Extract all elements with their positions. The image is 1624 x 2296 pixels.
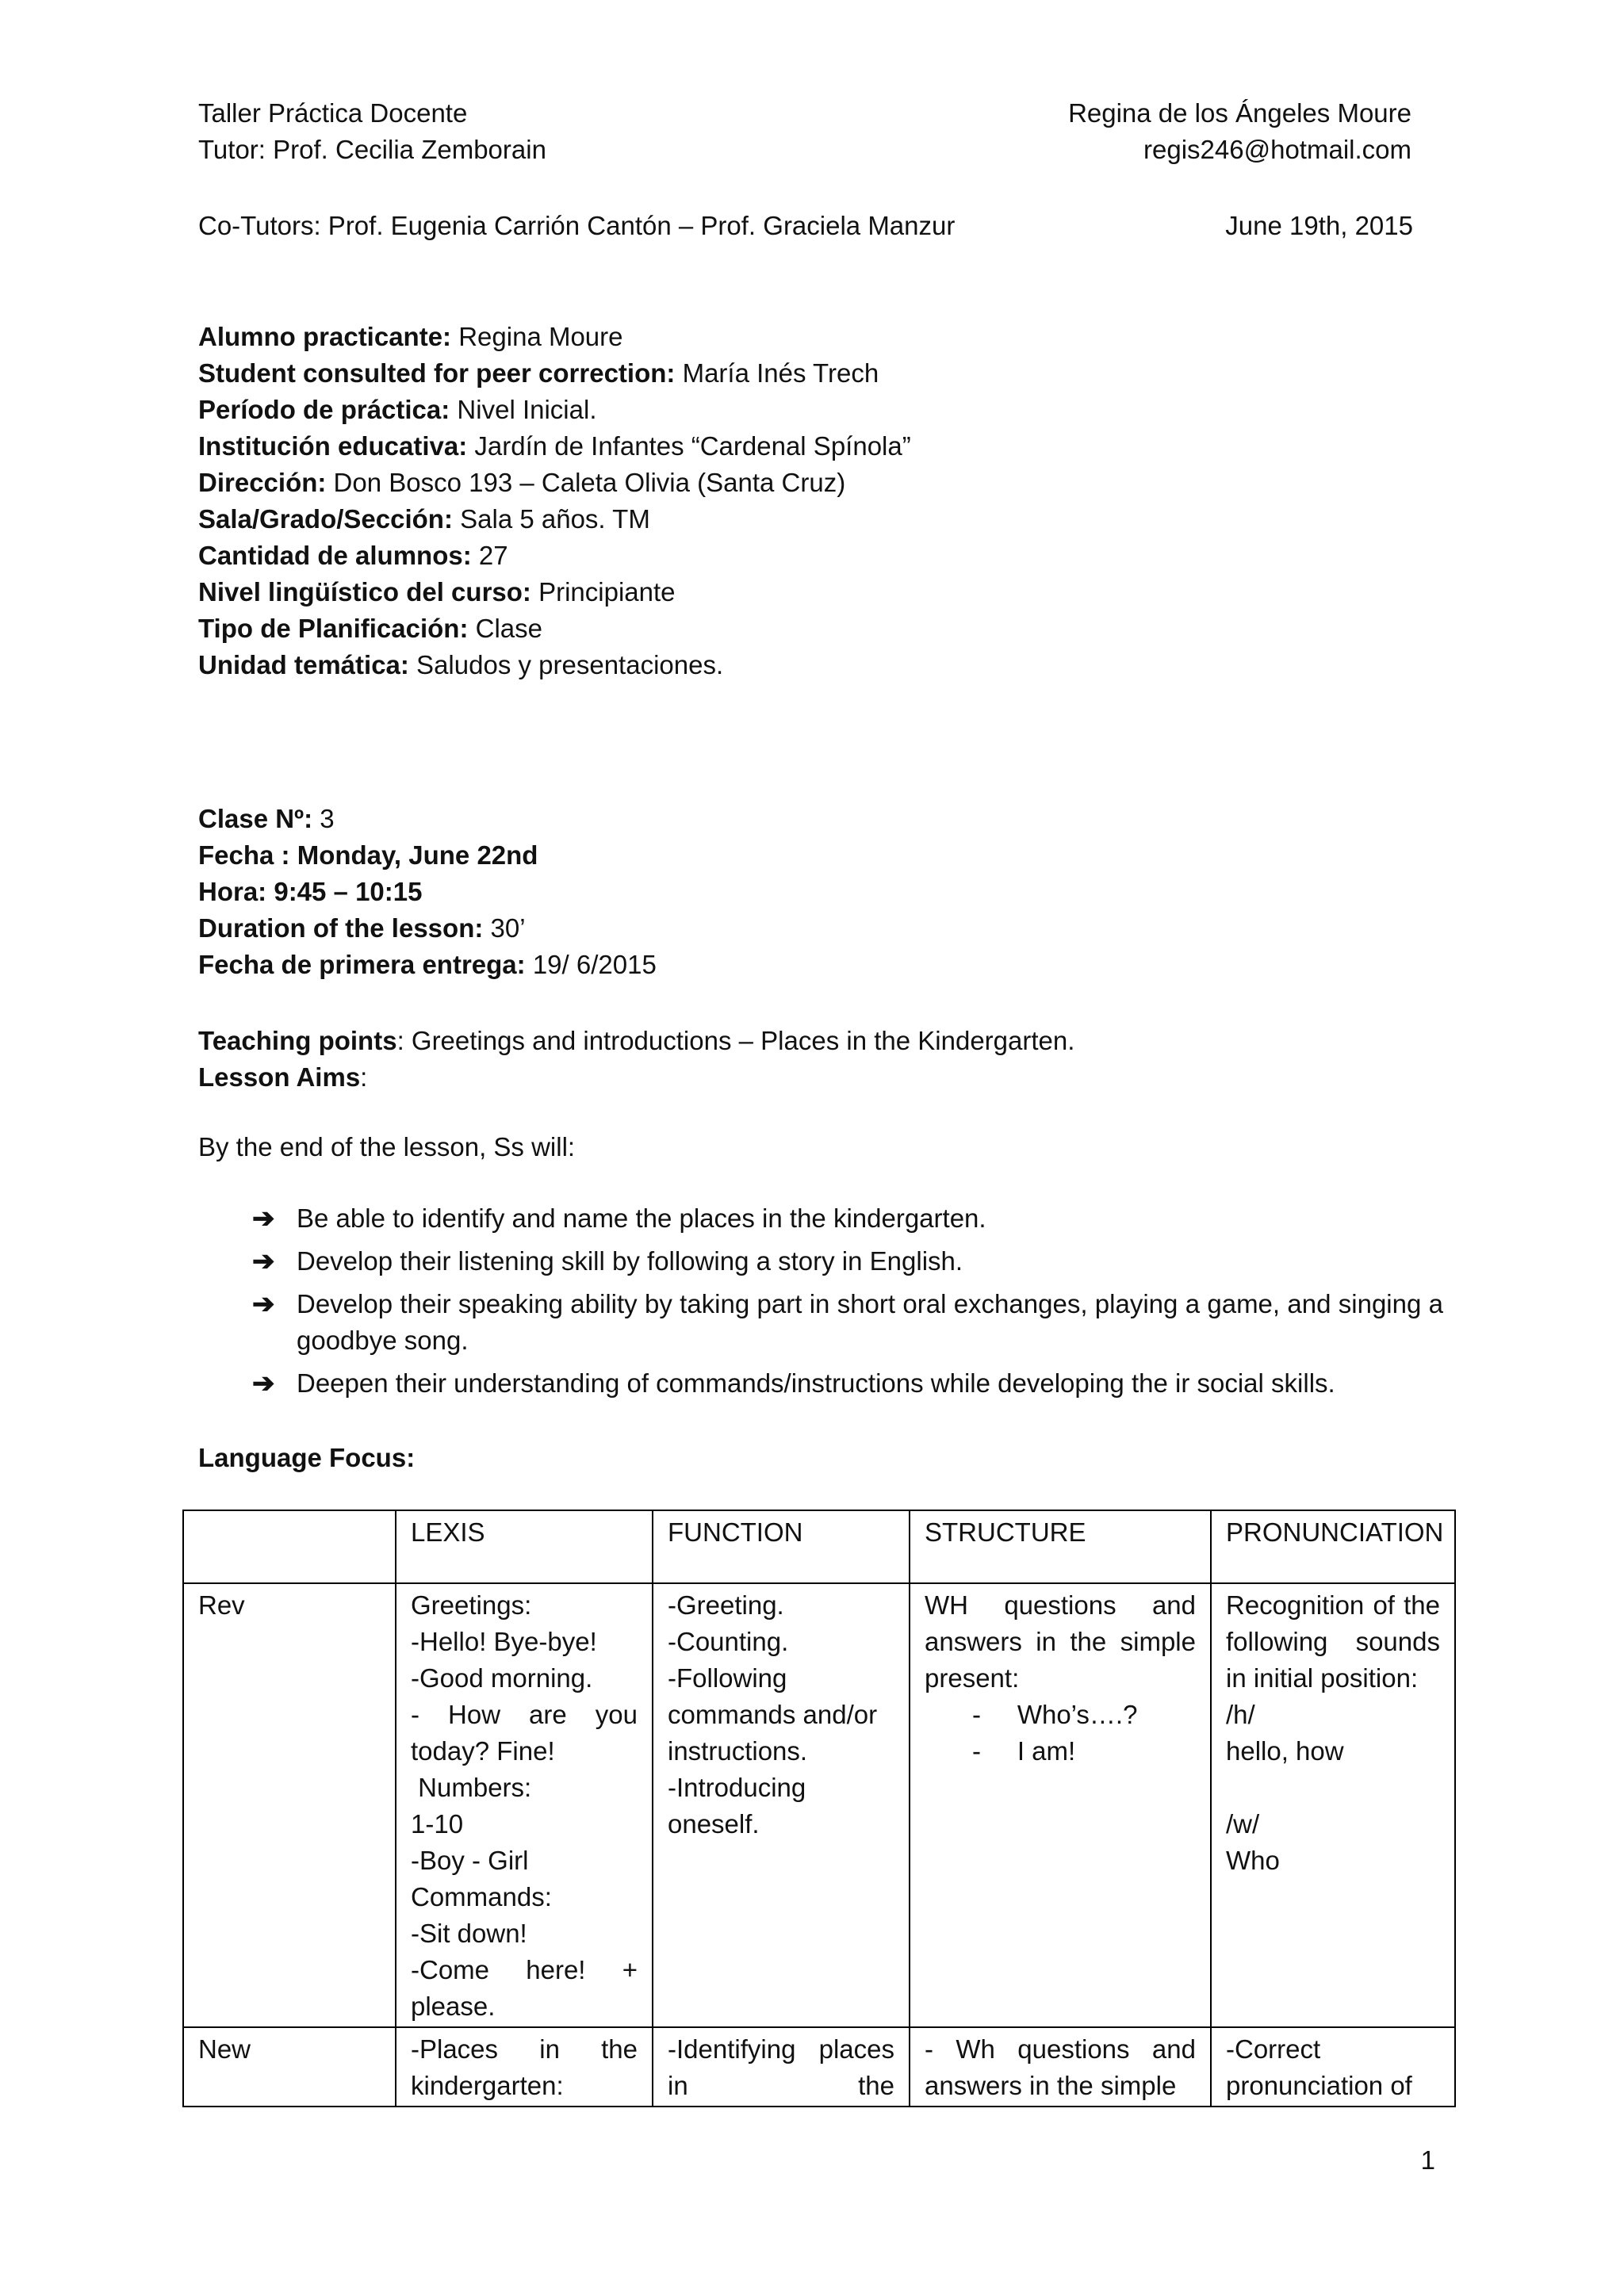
- arrow-right-icon: ➔: [252, 1203, 275, 1234]
- author-email: regis246@hotmail.com: [1143, 135, 1411, 164]
- header-right: [872, 95, 1411, 168]
- pronunciation-cell: Recognition of the following sounds in initial position: /h/ hello, how /w/ Who: [1211, 1583, 1455, 2027]
- aim-item: ➔ Be able to identify and name the places in the kindergarten.: [252, 1200, 1443, 1237]
- row-label: Rev: [183, 1583, 396, 2027]
- language-focus-heading: Language Focus:: [198, 1443, 416, 1472]
- info-row: Unidad temática: Saludos y presentaciones.: [198, 650, 724, 679]
- page-number: 1: [1420, 2145, 1435, 2175]
- table-row: [183, 1583, 1455, 2027]
- class-info-block: [198, 801, 657, 983]
- header-cell: STRUCTURE: [910, 1510, 1211, 1583]
- aims-intro: By the end of the lesson, Ss will:: [198, 1132, 576, 1161]
- pronunciation-cell: -Correct pronunciation of: [1211, 2027, 1455, 2107]
- class-info-row: Hora: 9:45 – 10:15: [198, 877, 423, 906]
- info-row: Institución educativa: Jardín de Infantes “Cardenal Spínola”: [198, 431, 911, 461]
- tutor-line: Tutor: Prof. Cecilia Zemborain: [198, 135, 546, 164]
- course-title: Taller Práctica Docente: [198, 98, 468, 128]
- function-cell: -Greeting. -Counting. -Following commands and/or instructions. -Introducing oneself.: [653, 1583, 910, 2027]
- class-info-row: Clase Nº: 3: [198, 804, 335, 833]
- info-row: Cantidad de alumnos: 27: [198, 541, 508, 570]
- header-cell: FUNCTION: [653, 1510, 910, 1583]
- arrow-right-icon: ➔: [252, 1368, 275, 1399]
- lesson-aims-heading: Lesson Aims:: [198, 1062, 368, 1092]
- function-cell: -Identifying places in the: [653, 2027, 910, 2107]
- teaching-points: Teaching points: Greetings and introductions – Places in the Kindergarten.: [198, 1026, 1075, 1055]
- header-cell: [183, 1510, 396, 1583]
- aim-item: ➔ Develop their speaking ability by taking part in short oral exchanges, playing a game, and singing a goodbye song.: [252, 1286, 1443, 1359]
- class-info-row: Duration of the lesson: 30’: [198, 913, 526, 943]
- cotutors-line: Co-Tutors: Prof. Eugenia Carrión Cantón – Prof. Graciela Manzur: [198, 211, 956, 240]
- aim-item: ➔ Deepen their understanding of commands/instructions while developing the ir social skills.: [252, 1365, 1443, 1402]
- arrow-right-icon: ➔: [252, 1289, 275, 1319]
- aim-item: ➔ Develop their listening skill by following a story in English.: [252, 1243, 1443, 1280]
- info-row: Dirección: Don Bosco 193 – Caleta Olivia (Santa Cruz): [198, 468, 846, 497]
- info-row: Sala/Grado/Sección: Sala 5 años. TM: [198, 504, 650, 534]
- row-label: New: [183, 2027, 396, 2107]
- structure-cell: - Wh questions and answers in the simple: [910, 2027, 1211, 2107]
- info-row: Student consulted for peer correction: María Inés Trech: [198, 358, 879, 388]
- class-info-row: Fecha : Monday, June 22nd: [198, 840, 538, 870]
- structure-cell: WH questions and answers in the simple present: - Who’s….? - I am!: [910, 1583, 1211, 2027]
- aims-list: [252, 1200, 1443, 1408]
- header-date: June 19th, 2015: [1225, 211, 1413, 240]
- class-info-row: Fecha de primera entrega: 19/ 6/2015: [198, 950, 657, 979]
- author-name: Regina de los Ángeles Moure: [1068, 98, 1411, 128]
- lexis-cell: Greetings: -Hello! Bye-bye! -Good morning. - How are you today? Fine! Numbers: 1-10 -Boy - Girl Commands: -Sit down! -Come here! + please.: [396, 1583, 653, 2027]
- info-row: Nivel lingüístico del curso: Principiante: [198, 577, 676, 607]
- header-left: [198, 95, 546, 168]
- info-row: Alumno practicante: Regina Moure: [198, 322, 623, 351]
- language-focus-table: [182, 1510, 1456, 2107]
- lexis-cell: -Places in the kindergarten:: [396, 2027, 653, 2107]
- info-row: Tipo de Planificación: Clase: [198, 614, 542, 643]
- table-header-row: [183, 1510, 1455, 1583]
- header-cell: LEXIS: [396, 1510, 653, 1583]
- info-block: [198, 319, 911, 683]
- table-row: [183, 2027, 1455, 2107]
- arrow-right-icon: ➔: [252, 1246, 275, 1276]
- header-cell: PRONUNCIATION: [1211, 1510, 1455, 1583]
- info-row: Período de práctica: Nivel Inicial.: [198, 395, 597, 424]
